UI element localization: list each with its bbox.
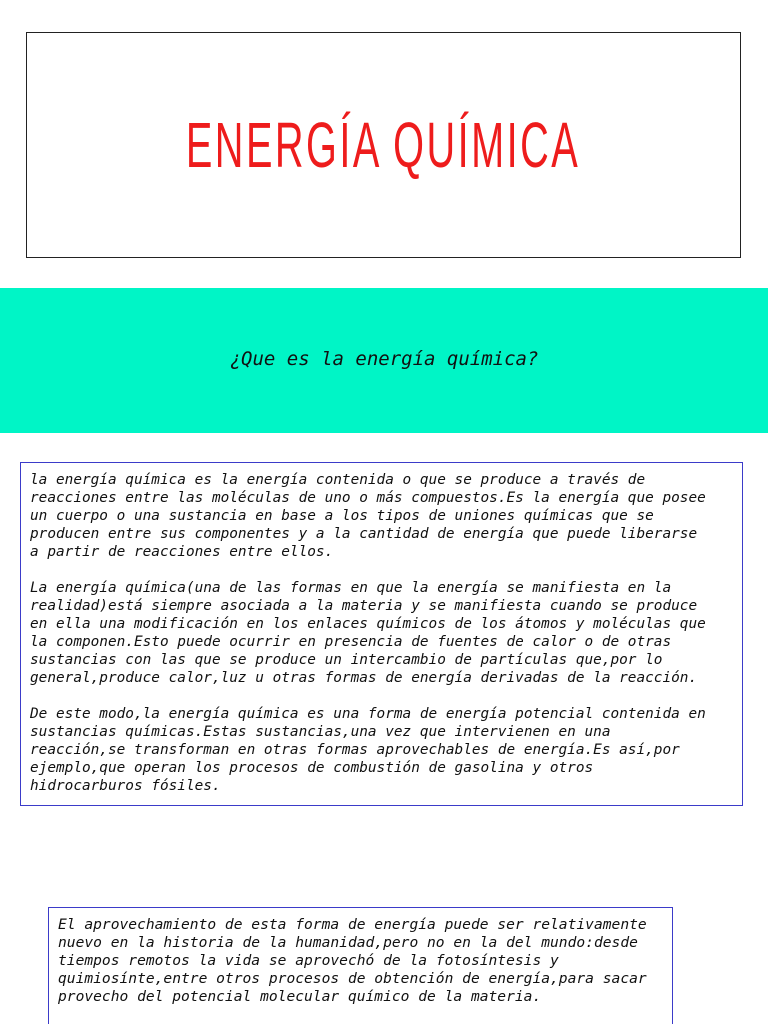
definition-paragraph-1: la energía química es la energía contenida o que se produce a través de reacciones entre las moléculas de uno o más compuestos.Es la energía que posee un cuerpo o una sustancia en base a los tipos de uniones químicas que se producen entre sus componentes y a la cantidad de energía que puede liberarse a partir de reacciones entre ellos. [30,472,706,560]
history-text-box [48,907,673,1024]
title-box [26,32,741,258]
page-title: ENERGÍA QUÍMICA [186,109,581,181]
question-banner [0,288,768,433]
history-paragraph-1: El aprovechamiento de esta forma de energía puede ser relativamente nuevo en la historia de la humanidad,pero no en la del mundo:desde tiempos remotos la vida se aprovechó de la fotosíntesis y quimiosínte,entre otros procesos de obtención de energía,para sacar provecho del potencial molecular químico de la materia. [58,916,647,1005]
definition-paragraph-3: De este modo,la energía química es una forma de energía potencial contenida en sustancias químicas.Estas sustancias,una vez que intervienen en una reacción,se transforman en otras formas aprovechables de energía.Es así,por ejemplo,que operan los procesos de combustión de gasolina y otros hidrocarburos fósiles. [30,706,706,794]
section-question: ¿Que es la energía química? [229,347,539,370]
definition-paragraph-2: La energía química(una de las formas en que la energía se manifiesta en la realidad)está siempre asociada a la materia y se manifiesta cuando se produce en ella una modificación en los enlaces químicos de los átomos y moléculas que la componen.Esto puede ocurrir en presencia de fuentes de calor o de otras sustancias con las que se produce un intercambio de partículas que,por lo general,produce calor,luz u otras formas de energía derivadas de la reacción. [30,580,706,686]
definition-text-box [20,462,743,806]
